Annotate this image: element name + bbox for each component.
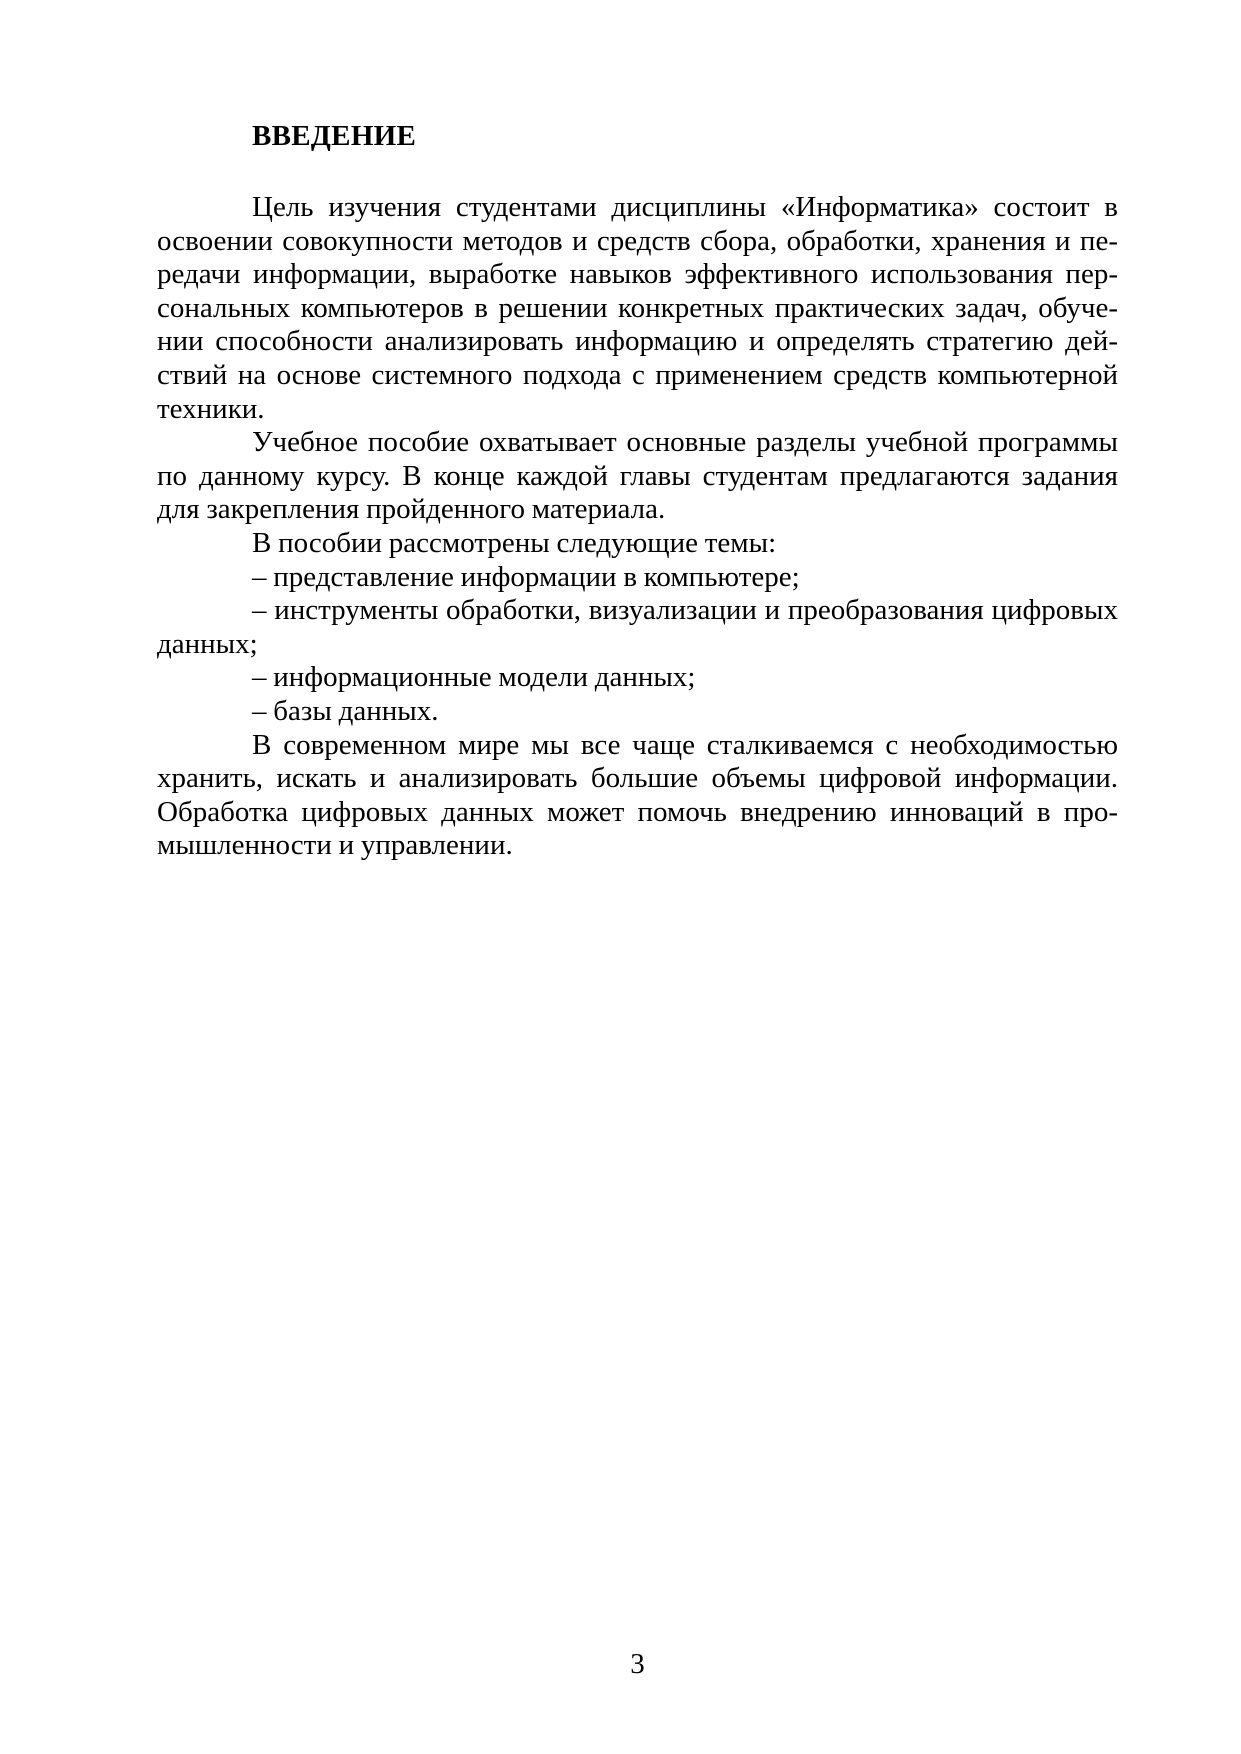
paragraph: В пособии рассмотрены следующие темы: — [252, 526, 777, 559]
paragraph: Учебное пособие охватывает основные разделы учебной программы по данному курсу. В конце каждой главы студентам предлагаются задания для закрепления пройденного материала. — [157, 426, 1118, 526]
page-content — [157, 119, 1118, 863]
list-item: – базы данных. — [252, 694, 439, 727]
page-number: 3 — [630, 1648, 645, 1680]
intro-paragraphs — [157, 191, 1118, 863]
page-title: ВВЕДЕНИЕ — [252, 120, 417, 152]
paragraph: В современном мире мы все чаще сталкиваемся с необходимостью хранить, искать и анализировать большие объемы цифровой информации. Обработка цифровых данных может помочь внедрению инноваций в промышленности и управлении. — [157, 728, 1118, 862]
list-item: – представление информации в компьютере; — [252, 560, 800, 593]
page-footer — [157, 1648, 1118, 1682]
list-item: – инструменты обработки, визуализации и преобразования цифровых данных; — [157, 594, 1118, 660]
paragraph: Цель изучения студентами дисциплины «Информатика» состоит в освоении совокупности методов и средств сбора, обработки, хранения и передачи информации, выработке навыков эффективного использования персональных компьютеров в решении конкретных практических задач, обучении способности анализировать информацию и определять стратегию действий на основе системного подхода с применением средств компьютерной техники. — [157, 191, 1118, 425]
list-item: – информационные модели данных; — [252, 661, 696, 694]
